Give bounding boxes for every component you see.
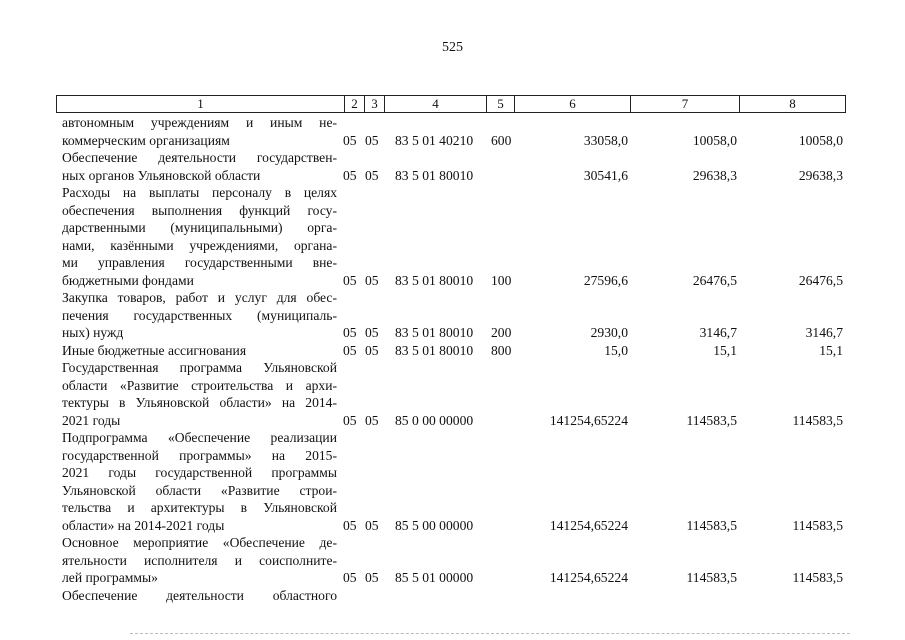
cell-razdel: 05 [343,570,357,585]
description-line: ных) нужд [62,325,124,340]
header-col-6: 6 [514,96,630,112]
cell-amount-col6: 27596,6 [583,272,628,288]
cell-expense-type: 100 [491,272,512,288]
cell-amount-col7: 29638,3 [692,167,737,183]
description-line: области «Развитие строительства и архи- [62,377,337,393]
row-description [62,429,337,534]
cell-target-article: 85 5 01 00000 [395,570,474,585]
table-row [0,149,905,184]
description-line: Обеспечение деятельности областного [62,587,337,603]
cell-podrazdel: 05 [365,570,379,585]
cell-amount-col8: 114583,5 [792,570,843,585]
table-row [0,342,905,360]
description-line: Подпрограмма «Обеспечение реализации [62,430,337,445]
table-row [0,534,905,587]
cell-target-article: 85 5 00 00000 [395,517,474,533]
description-line: тектуры в Ульяновской области» на 2014- [62,395,337,410]
cell-amount-col6: 2930,0 [590,325,628,340]
cell-razdel: 05 [343,132,357,148]
cell-expense-type: 600 [491,132,512,148]
cell-podrazdel: 05 [365,132,379,148]
cell-amount-col6: 141254,65224 [549,412,628,428]
description-line: ятельности исполнителя и соисполните- [62,552,337,568]
cell-razdel: 05 [343,325,357,340]
header-col-8: 8 [739,96,845,112]
row-description [62,184,337,289]
cell-amount-col8: 114583,5 [792,412,843,428]
cell-target-article: 83 5 01 40210 [395,132,474,148]
table-row [0,359,905,429]
description-line: Государственная программа Ульяновской [62,360,337,375]
cell-expense-type: 800 [491,342,512,358]
cell-amount-col6: 141254,65224 [549,517,628,533]
description-line: нами, казёнными учреждениями, органа- [62,237,337,253]
description-line: тельства и архитектуры в Ульяновской [62,500,337,515]
cell-amount-col8: 15,1 [819,342,843,358]
cell-amount-col8: 10058,0 [798,132,843,148]
description-line: Основное мероприятие «Обеспечение де- [62,535,337,550]
table-row [0,587,905,605]
cell-target-article: 85 0 00 00000 [395,412,474,428]
header-col-2: 2 [344,96,364,112]
cell-podrazdel: 05 [365,517,379,533]
description-line: обеспечения выполнения функций госу- [62,202,337,218]
description-line: бюджетными фондами [62,272,194,288]
description-line: 2021 годы [62,412,121,428]
row-description [62,587,337,605]
table-row [0,429,905,534]
description-line: 2021 годы государственной программы [62,465,337,480]
cell-amount-col6: 15,0 [604,342,628,358]
cell-target-article: 83 5 01 80010 [395,272,474,288]
description-line: ми управления государственными вне- [62,255,337,270]
row-description [62,289,337,342]
cell-expense-type: 200 [491,325,512,340]
cell-target-article: 83 5 01 80010 [395,325,474,340]
description-line: лей программы» [62,570,158,585]
description-line: Ульяновской области «Развитие строи- [62,482,337,498]
row-description [62,149,337,184]
description-line: государственной программы» на 2015- [62,447,337,463]
cell-razdel: 05 [343,412,357,428]
row-description [62,534,337,587]
description-line: печения государственных (муниципаль- [62,307,337,323]
table-row [0,184,905,289]
cell-amount-col6: 30541,6 [583,167,628,183]
header-col-7: 7 [630,96,739,112]
description-line: дарственными (муниципальными) орга- [62,220,337,235]
header-col-5: 5 [486,96,514,112]
cell-target-article: 83 5 01 80010 [395,167,474,183]
cell-amount-col7: 114583,5 [686,570,737,585]
description-line: Обеспечение деятельности государствен- [62,150,337,165]
description-line: Расходы на выплаты персоналу в целях [62,185,337,200]
cell-amount-col7: 114583,5 [686,412,737,428]
cell-amount-col8: 26476,5 [798,272,843,288]
cell-amount-col6: 33058,0 [583,132,628,148]
cell-amount-col7: 26476,5 [692,272,737,288]
cell-amount-col7: 10058,0 [692,132,737,148]
cell-razdel: 05 [343,342,357,358]
page-bottom-divider [130,633,850,634]
cell-podrazdel: 05 [365,272,379,288]
cell-amount-col8: 114583,5 [792,517,843,533]
table-header [56,95,846,113]
description-line: ных органов Ульяновской области [62,167,261,183]
cell-amount-col6: 141254,65224 [549,570,628,585]
description-line: автономным учреждениям и иным не- [62,115,337,130]
table-row [0,114,905,149]
description-line: Иные бюджетные ассигнования [62,342,247,358]
cell-podrazdel: 05 [365,167,379,183]
cell-target-article: 83 5 01 80010 [395,342,474,358]
header-col-4: 4 [384,96,486,112]
description-line: области» на 2014-2021 годы [62,517,225,533]
cell-amount-col7: 114583,5 [686,517,737,533]
cell-podrazdel: 05 [365,325,379,340]
header-col-1: 1 [197,96,204,111]
header-col-3: 3 [364,96,384,112]
cell-podrazdel: 05 [365,342,379,358]
page-number: 525 [442,40,463,55]
description-line: коммерческим организациям [62,132,230,148]
cell-razdel: 05 [343,167,357,183]
cell-amount-col8: 3146,7 [805,325,843,340]
row-description [62,342,337,360]
cell-razdel: 05 [343,517,357,533]
row-description [62,114,337,149]
cell-amount-col7: 3146,7 [699,325,737,340]
cell-razdel: 05 [343,272,357,288]
description-line: Закупка товаров, работ и услуг для обес- [62,290,337,305]
cell-amount-col8: 29638,3 [798,167,843,183]
cell-podrazdel: 05 [365,412,379,428]
row-description [62,359,337,429]
cell-amount-col7: 15,1 [713,342,737,358]
table-row [0,289,905,342]
